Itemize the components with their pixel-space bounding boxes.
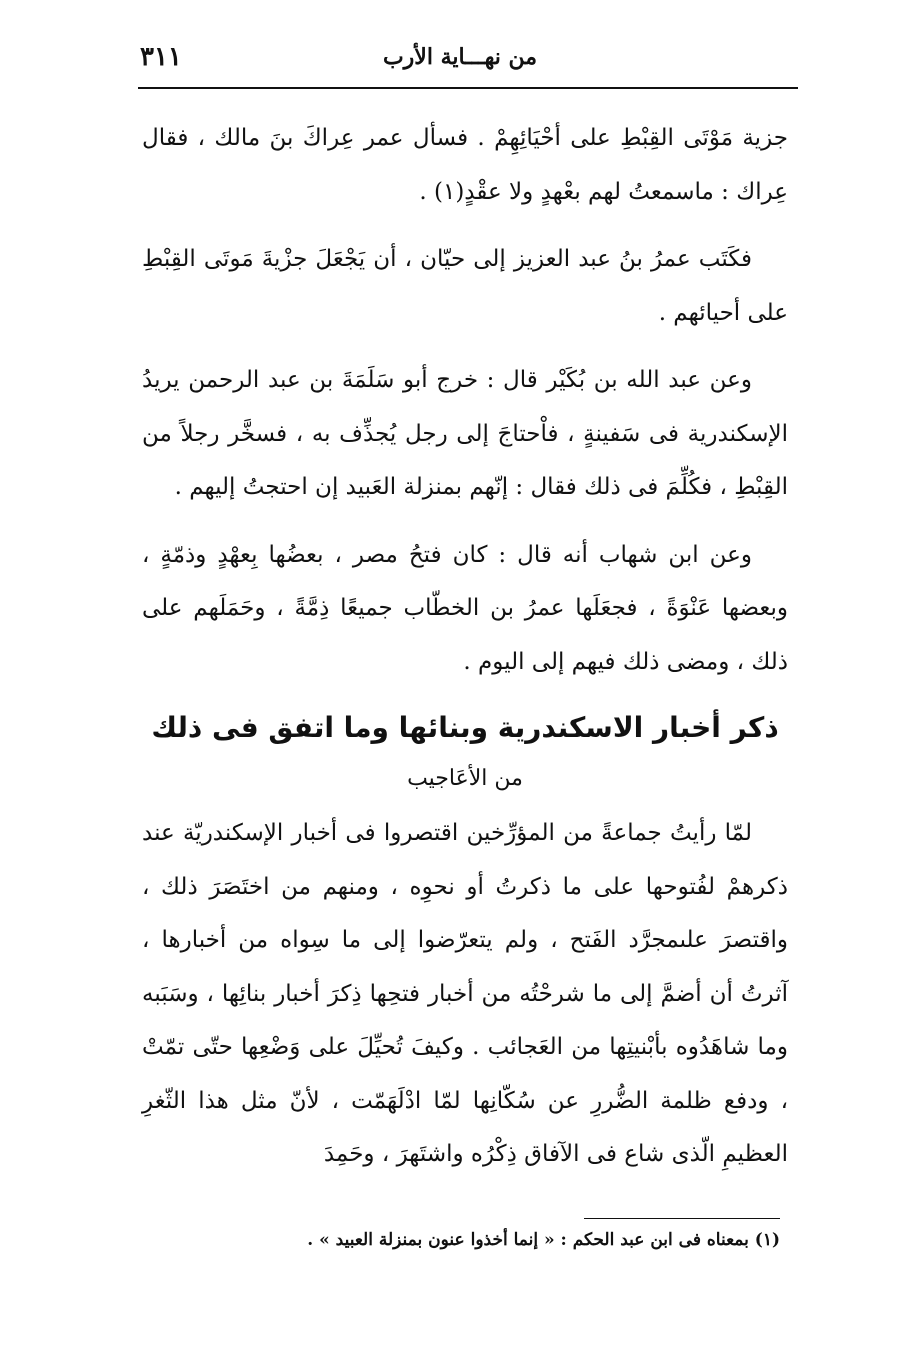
running-title: من نهـــاية الأرب	[382, 44, 538, 70]
paragraph-1: جزية مَوْتَى القِبْطِ على أحْيَائِهِمْ . فسأل عمر عِراكَ بنَ مالك ، فقال عِراك : ماسمعتُ لهم بعْهدٍ ولا عقْدٍ(١) .	[142, 125, 788, 205]
section-subheading: من الأعَاجيب	[407, 766, 523, 791]
section-heading: ذكر أخبار الاسكندرية وبنائها وما اتفق فى ذلك	[151, 711, 779, 744]
paragraph-5: لمّا رأيتُ جماعةً من المؤرِّخين اقتصروا فى أخبار الإسكندريّة عند ذكرهمْ لفُتوحها على ما ذكرتُ أو نحوِه ، ومنهم من اختَصَرَ ذلك ، واقتصرَ علىمجرَّد الفَتح ، ولم يتعرّضوا إلى ما سِواه من أخبارها ، آثرتُ أن أضمَّ إلى ما شرحْتُه من أخبار فتحِها ذِكرَ أخبار بنائِها ، وسَبَبه وما شاهَدُوه بأبْنيتِها من العَجائب . وكيفَ تُحيِّلَ على وَضْعِها حتّى تمّتْ ، ودفع ظلمة الضُّررِ عن سُكّانِها لمّا ادْلَهَمّت ، لأنّ مثل هذا الثّغرِ العظيمِ الّذى شاع فى الآفاق ذِكْرُه واشتَهرَ ، وحَمِدَ	[142, 820, 788, 1167]
page-number: ٣١١	[140, 42, 182, 72]
paragraph-4: وعن ابن شهاب أنه قال : كان فتحُ مصر ، بعضُها بِعهْدٍ وذمّةٍ ، وبعضها عَنْوَةً ، فجعَلَها عمرُ بن الخطّاب جميعًا ذِمَّةً ، وحَمَلَهم على ذلك ، ومضى ذلك فيهم إلى اليوم .	[142, 541, 788, 675]
page-header	[140, 38, 780, 78]
footnote: (١) بمعناه فى ابن عبد الحكم : « إنما أخذوا عنون بمنزلة العبيد » .	[307, 1230, 780, 1250]
header-divider	[138, 87, 798, 89]
paragraph-2: فكَتَب عمرُ بنُ عبد العزيز إلى حيّان ، أن يَجْعَلَ جزْيةَ مَوتَى القِبْطِ على أحيائهم .	[142, 246, 788, 326]
footnote-divider	[584, 1218, 780, 1219]
paragraph-3: وعن عبد الله بن بُكَيْر قال : خرج أبو سَلَمَةَ بن عبد الرحمن يريدُ الإسكندرية فى سَفينةٍ ، فاْحتاجَ إلى رجل يُجذِّف به ، فسخَّر رجلاً من القِبْطِ ، فكُلِّمَ فى ذلك فقال : إنّهم بمنزلة العَبيد إن احتجتُ إليهم .	[142, 367, 788, 500]
page-body	[142, 112, 788, 1196]
